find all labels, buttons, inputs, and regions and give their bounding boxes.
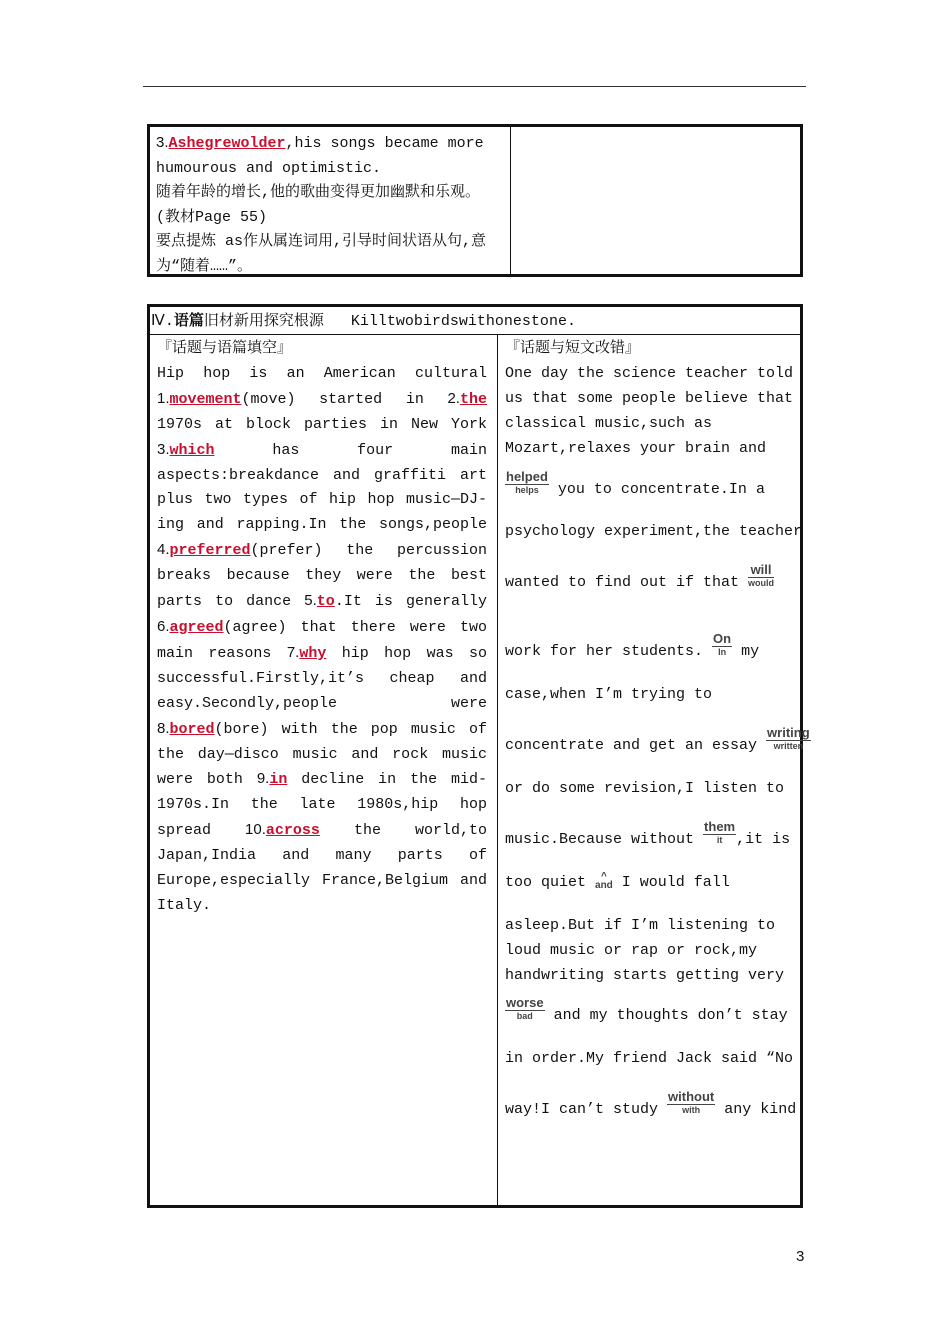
sentence-chinese: 随着年龄的增长,他的歌曲变得更加幽默和乐观。 [156, 184, 481, 201]
correction-mark [748, 563, 774, 588]
section-title: 旧材新用探究根源 [203, 313, 324, 330]
blank-number: 10. [245, 821, 266, 839]
passage-line: us that some people believe that [505, 389, 794, 407]
passage-text: too quiet [505, 873, 596, 891]
correction-new: will [748, 563, 774, 578]
passage-line: handwriting starts getting very [505, 966, 785, 984]
passage-text: the world,to Japan,India and many parts of Europe,especially France,Belgium and Italy. [157, 822, 487, 914]
proverb: Killtwobirdswithonestone. [350, 313, 576, 330]
blank-number: 8. [157, 719, 170, 737]
correction-new: helped [506, 468, 548, 484]
header-rule [143, 86, 806, 87]
correction-old: helps [515, 484, 539, 495]
passage-text: decline in the mid-1970s.In the late 1980s,hip hop spread [157, 771, 488, 840]
passage-line: One day the science teacher told [505, 364, 794, 382]
insertion-word: and [595, 879, 613, 891]
blank-number: 7. [286, 643, 300, 661]
passage-text: (bore) with the pop music of the day—disco music and rock music were both [157, 720, 487, 789]
correction-mark [703, 820, 736, 845]
correction-mark [667, 1090, 715, 1115]
blank-answer: bored [169, 720, 215, 738]
answer-text: Ashegrewolder [168, 135, 286, 152]
source-note: (教材Page 55) [156, 208, 268, 226]
passage-text: has four main aspects:breakdance and graffiti art plus two types of hip hop music—DJ-ing and rapping.In the songs,people [157, 441, 487, 534]
blank-answer: which [169, 441, 215, 459]
passage-line [505, 1090, 797, 1123]
passage-text: and my thoughts don’t stay [544, 1007, 788, 1025]
blank-answer: preferred [169, 542, 251, 560]
passage-text: work for her students. [505, 643, 713, 661]
correction-new: without [668, 1089, 715, 1105]
blank-number: 9. [256, 770, 270, 788]
fill-blank-column [157, 337, 487, 919]
passage-text: concentrate and get an essay [505, 737, 767, 755]
correction-new: writing [767, 725, 810, 741]
passage-line [505, 563, 797, 596]
blank-number: 6. [157, 617, 170, 635]
passage-line: asleep.But if I’m listening to [505, 916, 776, 934]
passage-line: case,when I’m trying to [505, 686, 713, 704]
passage-line [505, 996, 797, 1029]
section-bold: 语篇 [173, 311, 204, 329]
blank-number: 5. [304, 592, 317, 610]
correction-old: it [716, 834, 723, 845]
column-divider [510, 127, 511, 274]
passage-line [505, 725, 810, 759]
passage-line [505, 470, 797, 503]
blank-answer: why [299, 644, 327, 662]
item-number: 3. [156, 134, 169, 151]
passage-line: loud music or rap or rock,my [505, 941, 758, 959]
section-header [150, 307, 800, 335]
correction-old: In [718, 647, 727, 658]
blank-answer: the [459, 390, 487, 408]
passage-text: (prefer) the percussion breaks because they were the best parts to dance [157, 542, 487, 611]
passage-text: hip hop was so successful.Firstly,it’s cheap and easy.Secondly,people were [157, 644, 487, 712]
page-number: 3 [796, 1248, 805, 1265]
sentence-cell [156, 131, 500, 279]
blank-answer: across [265, 822, 320, 840]
error-correction-column [505, 337, 810, 1123]
passage-text: Hip hop is an American cultural [157, 364, 487, 382]
sentence-table [147, 124, 803, 277]
correction-mark [712, 632, 732, 657]
blank-number: 2. [447, 389, 460, 407]
correction-new: worse [506, 995, 544, 1011]
correction-old: bad [516, 1011, 533, 1022]
caret-icon: ^ [600, 870, 607, 882]
passage-line [505, 632, 797, 665]
blank-number: 3. [157, 440, 170, 458]
passage-text: (agree) that there were two main reasons [157, 618, 487, 662]
passage-line [505, 820, 797, 853]
blank-answer: agreed [169, 618, 224, 636]
blank-answer: in [269, 771, 288, 789]
correction-mark [505, 470, 549, 495]
passage-line: psychology experiment,the teacher [505, 523, 803, 541]
passage-line: classical music,such as [505, 414, 713, 432]
passage-text: any kind [715, 1101, 797, 1119]
fill-blank-passage [157, 362, 487, 919]
passage-table [147, 304, 810, 1208]
passage-line: in order.My friend Jack said “No [505, 1050, 794, 1068]
blank-answer: movement [169, 390, 242, 408]
section-roman: Ⅳ. [151, 313, 174, 330]
right-column-title: 『话题与短文改错』 [505, 340, 641, 357]
left-column-title: 『话题与语篇填空』 [157, 340, 293, 357]
passage-text: 1970s at block parties in New York [157, 415, 487, 433]
column-divider [497, 335, 498, 1205]
blank-number: 1. [157, 389, 170, 407]
correction-new: On [713, 631, 732, 647]
correction-old: would [748, 578, 775, 589]
passage-text: wanted to find out if that [505, 574, 749, 592]
sentence-english: ,his songs became more humourous and optimistic. [156, 135, 484, 177]
insertion-mark [595, 872, 613, 890]
passage-text: way!I can’t study [505, 1101, 668, 1119]
blank-number: 4. [157, 541, 170, 559]
correction-mark [505, 996, 545, 1021]
passage-text: .It is generally [334, 593, 487, 611]
passage-line [505, 871, 797, 896]
passage-text: music.Because without [505, 830, 704, 848]
passage-text: my [732, 643, 760, 661]
passage-text: you to concentrate.In a [548, 480, 765, 498]
blank-answer: to [316, 593, 335, 611]
passage-line: or do some revision,I listen to [505, 779, 785, 797]
correction-new: them [704, 818, 736, 834]
passage-text: I would fall [612, 873, 730, 891]
passage-text: (move) started in [241, 390, 448, 408]
grammar-tip: 要点提炼 as作从属连词用,引导时间状语从句,意为“随着……”。 [156, 233, 487, 275]
correction-mark [766, 726, 811, 751]
passage-text: ,it is [736, 830, 791, 848]
correction-old: with [682, 1105, 701, 1116]
correction-old: written [773, 741, 804, 752]
passage-line: Mozart,relaxes your brain and [505, 439, 767, 457]
